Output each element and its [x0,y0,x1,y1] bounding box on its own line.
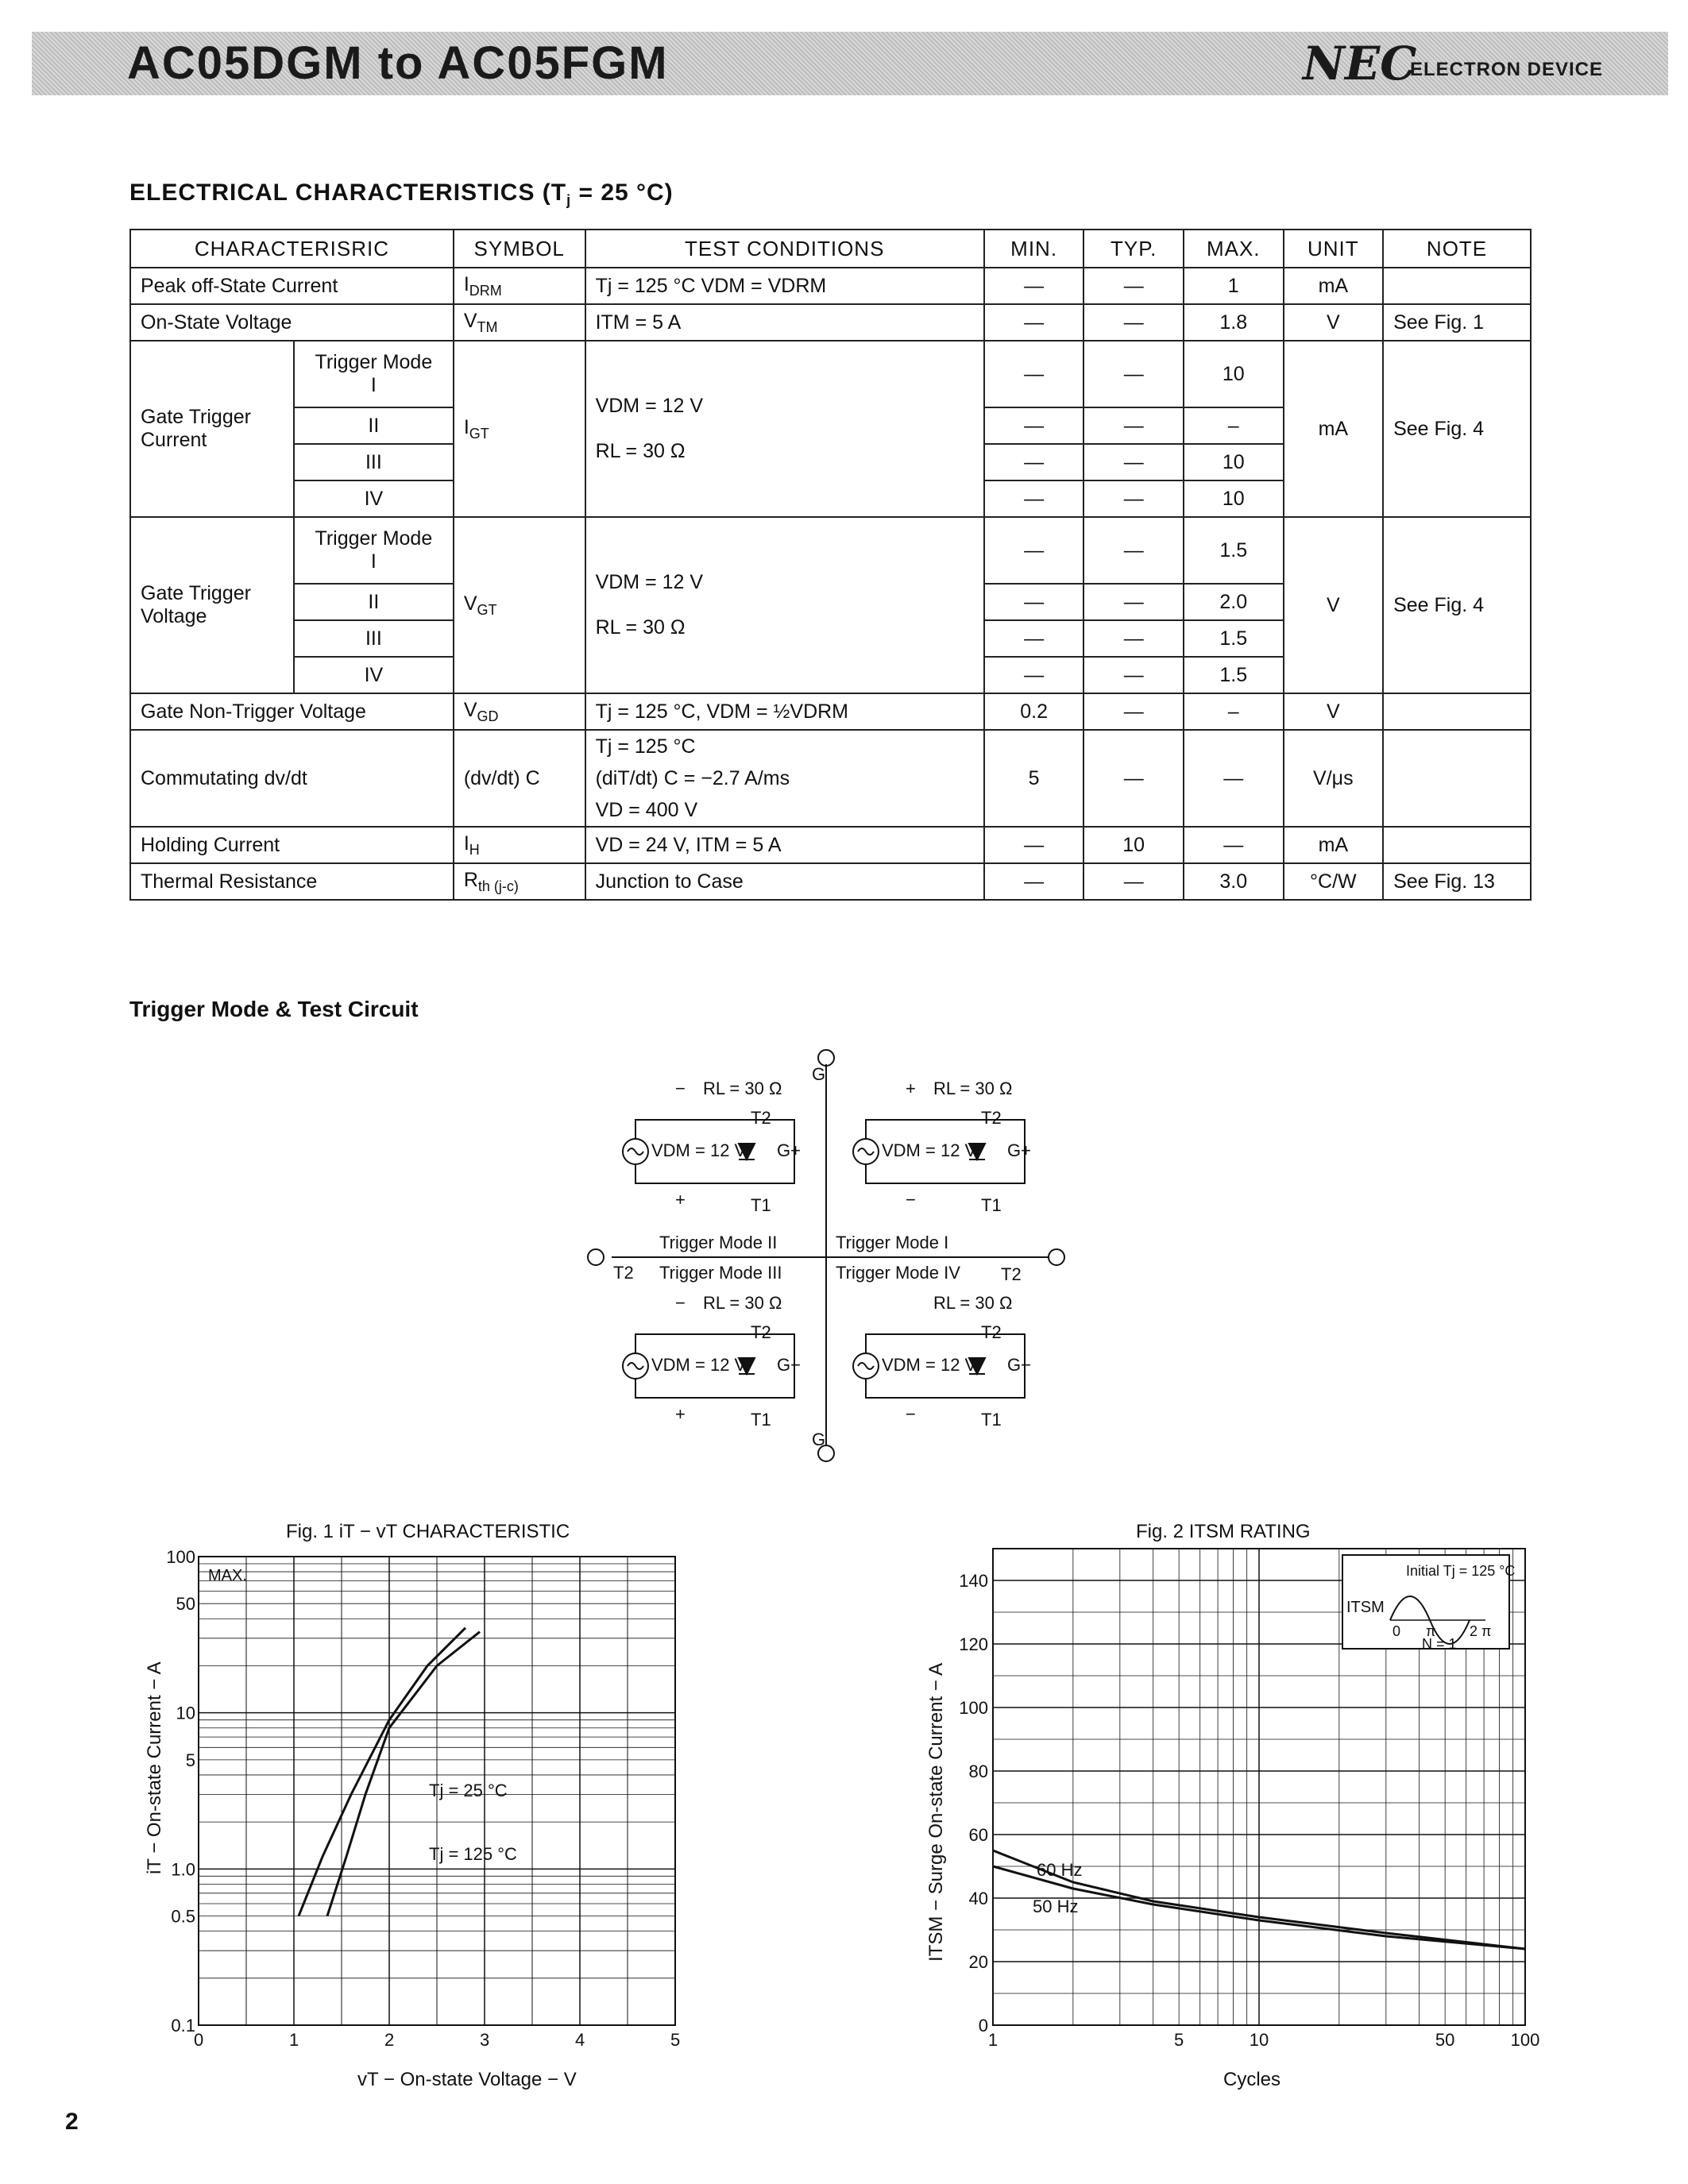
cell: mA [1284,268,1384,304]
cell: — [1083,444,1184,480]
cell [1383,693,1531,730]
cell: — [984,517,1084,584]
cell: $I_H$ [454,827,585,863]
rl-label: RL = 30 Ω [703,1293,782,1313]
cell: V [1284,517,1384,693]
cell: 1.5 [1184,517,1284,584]
cell: VDM = 12 V RL = 30 Ω [585,341,984,517]
cell [1383,730,1531,827]
cell: — [1083,480,1184,517]
cell: Peak off-State Current [130,268,454,304]
col-header: NOTE [1383,230,1531,268]
rl-label: RL = 30 Ω [703,1078,782,1098]
y-tick-label: 80 [968,1761,988,1781]
series-label: 60 Hz [1037,1860,1083,1880]
cell: — [984,304,1084,341]
table-row [130,268,1531,304]
cell: II [294,407,454,444]
table-row [130,863,1531,900]
y-tick-label: 60 [968,1825,988,1845]
series-line [327,1632,480,1916]
cell: 1.5 [1184,620,1284,657]
vdm-label: VDM = 12 V [882,1355,977,1375]
x-tick-label: 1 [987,2030,999,2050]
cell: (dv/dt) C [454,730,585,827]
mode-3-label: Trigger Mode III [659,1263,782,1283]
t2-label: T2 [751,1322,771,1342]
cell: VDM = 12 V RL = 30 Ω [585,517,984,693]
fig1-chart [135,1517,755,2097]
cell: 3.0 [1184,863,1284,900]
cell: 10 [1184,480,1284,517]
cell [1383,268,1531,304]
cell: V/μs [1284,730,1384,827]
cell: 10 [1184,341,1284,407]
minus-label: − [906,1190,916,1210]
section-title: ELECTRICAL CHARACTERISTICS ($T_j = 25$ °C) [129,179,674,208]
cell: Gate Trigger Current [130,341,294,517]
x-tick-label: 1 [289,2030,299,2050]
cell: See Fig. 1 [1383,304,1531,341]
t1-label: T1 [751,1195,771,1215]
g-plus-label: G+ [1007,1140,1031,1160]
y-tick-label: 0.1 [171,2016,195,2035]
y-tick-label: 10 [176,1703,195,1723]
rl-label: RL = 30 Ω [933,1293,1013,1313]
cell: V [1284,304,1384,341]
inset-pi: π [1426,1623,1436,1639]
x-axis-label: vT − On-state Voltage − V [357,2069,577,2090]
t2-label: T2 [981,1108,1002,1128]
col-header: UNIT [1284,230,1384,268]
series-label: Tj = 25 °C [429,1781,508,1800]
cell: $I_{DRM}$ [454,268,585,304]
table-row [130,304,1531,341]
plus-label: + [675,1190,686,1210]
chart-title: Fig. 2 ITSM RATING [1136,1521,1311,1542]
vdm-label: VDM = 12 V [651,1140,747,1160]
cell: Thermal Resistance [130,863,454,900]
mode-4-label: Trigger Mode IV [836,1263,960,1283]
cell: — [1083,341,1184,407]
brand-logo: NEC [1303,37,1417,91]
cell: — [984,657,1084,693]
x-tick-label: 50 [1435,2030,1455,2050]
y-axis-label: iT − On-state Current − A [144,1661,165,1874]
cell: — [984,480,1084,517]
cell: — [984,444,1084,480]
cell: — [1083,268,1184,304]
minus-label: − [675,1078,686,1098]
table-header-row [130,230,1531,268]
plus-label: + [906,1078,916,1098]
series-label: 50 Hz [1033,1897,1079,1916]
cell: See Fig. 13 [1383,863,1531,900]
x-tick-label: 5 [1174,2030,1184,2050]
cell: III [294,620,454,657]
x-tick-label: 5 [670,2030,681,2050]
g-minus-label: G− [1007,1355,1031,1375]
col-header: CHARACTERISRIC [130,230,454,268]
x-tick-label: 10 [1249,2030,1269,2050]
t2-label: T2 [751,1108,771,1128]
cell: Tj = 125 °C, VDM = ½VDRM [585,693,984,730]
minus-label: − [906,1404,916,1424]
table-row [130,517,1531,584]
rl-label: RL = 30 Ω [933,1078,1013,1098]
cell: — [1083,407,1184,444]
cell: — [984,620,1084,657]
y-tick-label: 5 [185,1750,195,1770]
plus-label: + [675,1404,686,1424]
col-header: TEST CONDITIONS [585,230,984,268]
y-tick-label: 20 [968,1952,988,1972]
t2-label: T2 [981,1322,1002,1342]
cell: Tj = 125 °C (diT/dt) C = −2.7 A/ms VD = 400 V [585,730,984,827]
table-row [130,827,1531,863]
y-tick-label: 100 [959,1698,988,1718]
x-axis-label: Cycles [1223,2069,1281,2090]
cell: $V_{TM}$ [454,304,585,341]
table-row [130,730,1531,827]
gate-label: G [812,1064,826,1084]
x-tick-label: 100 [1510,2030,1540,2050]
cell: — [1083,693,1184,730]
cell: — [1083,584,1184,620]
cell: — [1184,827,1284,863]
trigger-circuit-diagram [580,1048,1072,1469]
series-label: Tj = 125 °C [429,1844,517,1864]
cell: $V_{GD}$ [454,693,585,730]
x-tick-label: 0 [194,2030,204,2050]
cell: IV [294,657,454,693]
cell: 1.8 [1184,304,1284,341]
cell: Tj = 125 °C VDM = VDRM [585,268,984,304]
cell: Commutating dv/dt [130,730,454,827]
brand-subtitle: ELECTRON DEVICE [1410,59,1604,80]
cell: 1 [1184,268,1284,304]
cell: — [984,268,1084,304]
y-tick-label: 40 [968,1889,988,1908]
y-tick-label: 50 [176,1594,195,1615]
cell: — [984,863,1084,900]
series-line [299,1628,465,1916]
cell: 10 [1083,827,1184,863]
t1-label: T1 [981,1410,1002,1430]
gate-label: G [812,1430,826,1449]
cell: – [1184,407,1284,444]
max-label: MAX. [208,1567,247,1584]
cell: Junction to Case [585,863,984,900]
cell: — [984,341,1084,407]
cell: – [1184,693,1284,730]
mode-1-label: Trigger Mode I [836,1233,949,1252]
col-header: TYP. [1083,230,1184,268]
vdm-label: VDM = 12 V [651,1355,747,1375]
col-header: MAX. [1184,230,1284,268]
cell: — [1083,620,1184,657]
page-number: 2 [65,2109,79,2135]
cell: — [984,584,1084,620]
y-tick-label: 0.5 [171,1906,195,1927]
cell: 1.5 [1184,657,1284,693]
cell: — [984,827,1084,863]
t1-label: T1 [751,1410,771,1430]
document-title: AC05DGM to AC05FGM [127,37,669,89]
t1-label: T1 [981,1195,1002,1215]
cell: mA [1284,341,1384,517]
inset-label: Initial Tj = 125 °C [1406,1563,1516,1579]
col-header: SYMBOL [454,230,585,268]
y-tick-label: 120 [959,1634,988,1654]
cell: — [1083,730,1184,827]
y-tick-label: 140 [959,1571,988,1591]
cell: $V_{GT}$ [454,517,585,693]
cell: 5 [984,730,1084,827]
cell: Trigger Mode I [294,517,454,584]
x-tick-label: 3 [480,2030,490,2050]
cell: VD = 24 V, ITM = 5 A [585,827,984,863]
cell: III [294,444,454,480]
cell: On-State Voltage [130,304,454,341]
cell: — [1083,517,1184,584]
cell: 0.2 [984,693,1084,730]
cell: V [1284,693,1384,730]
y-axis-label: ITSM − Surge On-state Current − A [925,1662,947,1962]
cell: mA [1284,827,1384,863]
x-tick-label: 4 [575,2030,585,2050]
table-row [130,341,1531,407]
inset-zero: 0 [1393,1623,1401,1639]
cell: See Fig. 4 [1383,517,1531,693]
cell: — [984,407,1084,444]
inset-n: N = 1 [1422,1636,1457,1652]
characteristics-table [129,229,1532,901]
cell: 10 [1184,444,1284,480]
g-minus-label: G− [777,1355,801,1375]
y-tick-label: 100 [166,1547,195,1567]
cell: IV [294,480,454,517]
mode-2-label: Trigger Mode II [659,1233,778,1252]
vdm-label: VDM = 12 V [882,1140,977,1160]
y-tick-label: 1.0 [171,1859,195,1880]
trigger-section-title: Trigger Mode & Test Circuit [129,997,419,1021]
itsm-inset [1342,1555,1515,1652]
cell: II [294,584,454,620]
cell: Holding Current [130,827,454,863]
t2-label: T2 [1001,1264,1022,1284]
inset-two-pi: 2 π [1470,1623,1492,1639]
col-header: MIN. [984,230,1084,268]
fig2-chart [914,1517,1557,2097]
t2-label: T2 [613,1263,634,1283]
header-banner [32,32,1668,95]
cell: 2.0 [1184,584,1284,620]
y-tick-label: 0 [978,2016,988,2035]
cell: See Fig. 4 [1383,341,1531,517]
cell: $R_{th (j-c)}$ [454,863,585,900]
minus-label: − [675,1293,686,1313]
cell: ITM = 5 A [585,304,984,341]
cell: — [1083,863,1184,900]
cell: °C/W [1284,863,1384,900]
cell: Trigger Mode I [294,341,454,407]
cell: — [1083,657,1184,693]
cell: $I_{GT}$ [454,341,585,517]
table-row [130,693,1531,730]
cell [1383,827,1531,863]
cell: — [1184,730,1284,827]
x-tick-label: 2 [384,2030,395,2050]
g-plus-label: G+ [777,1140,801,1160]
inset-itsm: ITSM [1346,1599,1385,1616]
cell: Gate Trigger Voltage [130,517,294,693]
cell: Gate Non-Trigger Voltage [130,693,454,730]
cell: — [1083,304,1184,341]
chart-title: Fig. 1 iT − vT CHARACTERISTIC [286,1521,570,1542]
